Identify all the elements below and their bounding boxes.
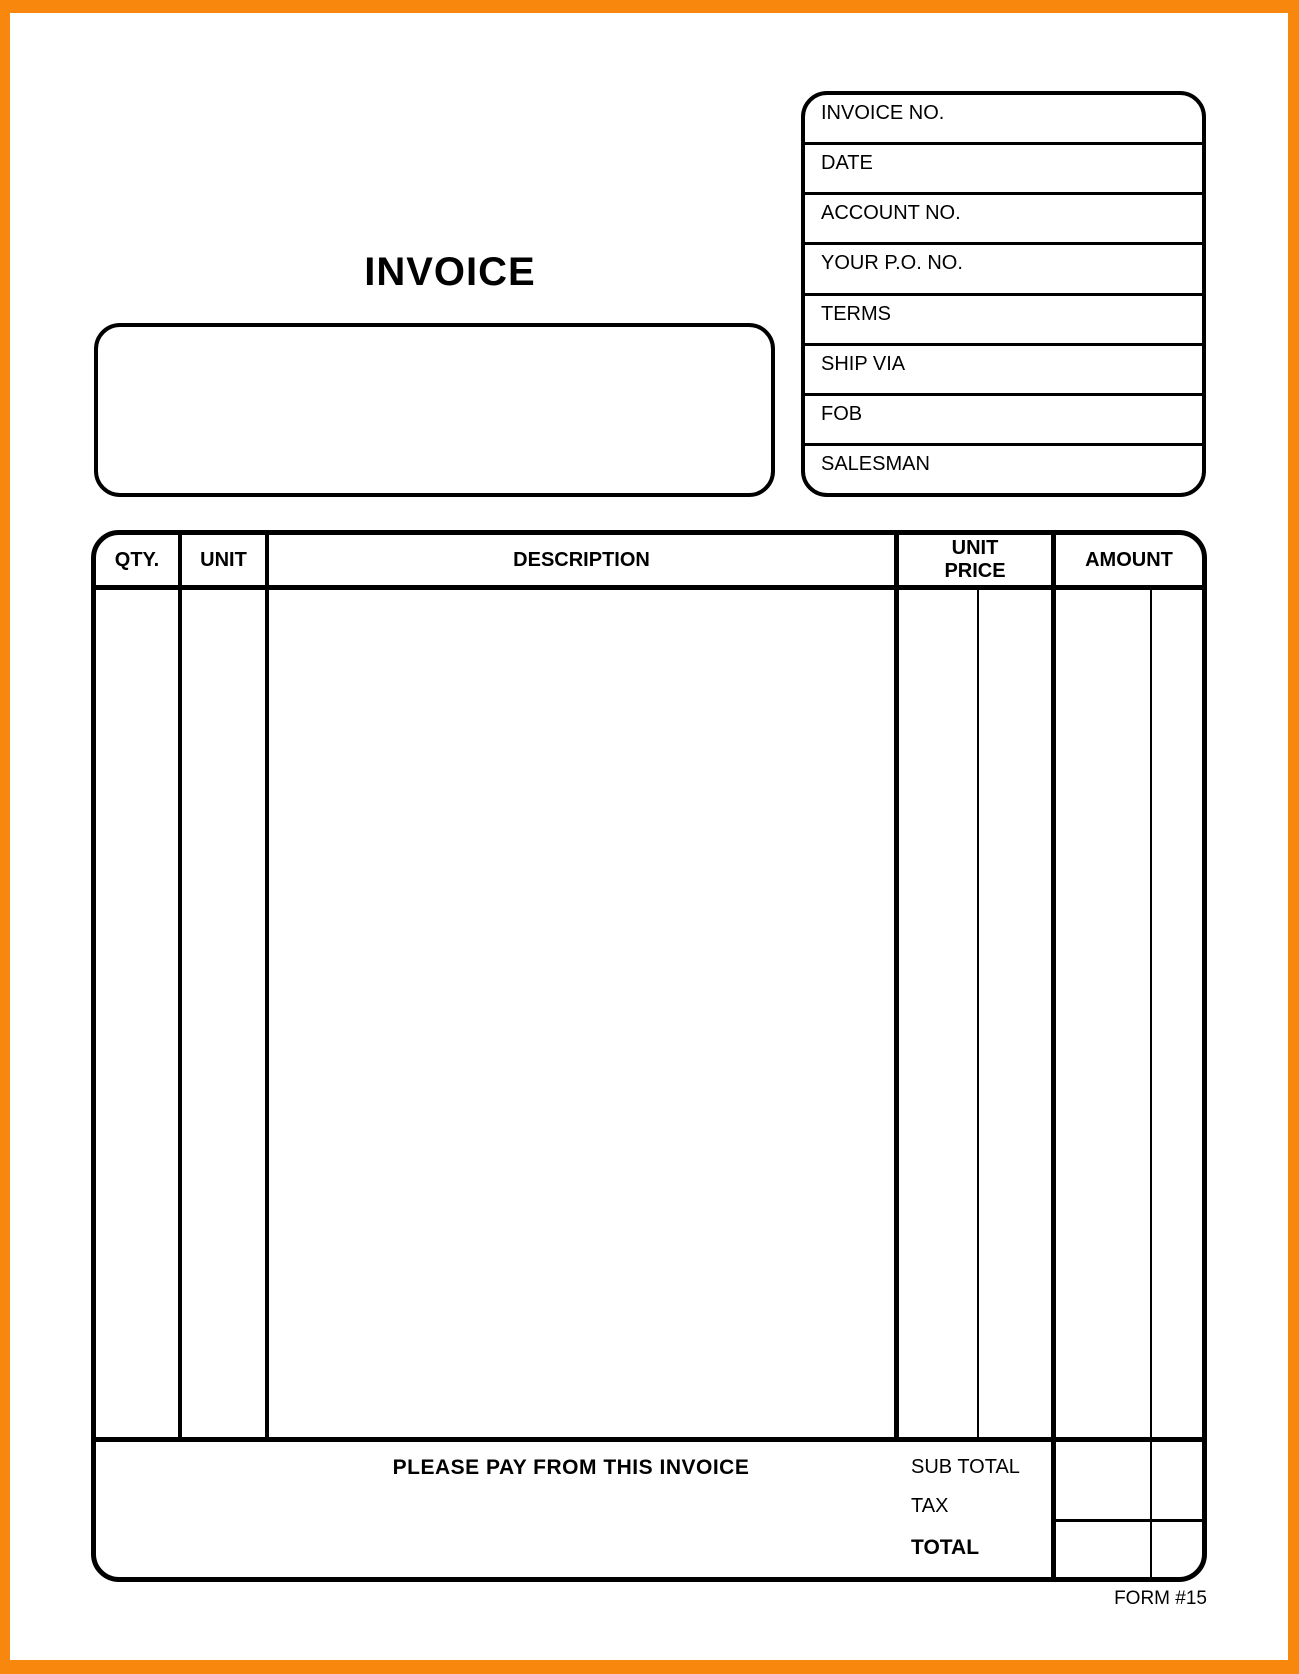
unit-column-header: UNIT [182,535,269,585]
meta-row-fob[interactable] [805,393,1202,443]
po-no-label: YOUR P.O. NO. [821,252,963,275]
page-title: INVOICE [364,250,536,294]
line-items-table [91,530,1207,1582]
sub-total-label: SUB TOTAL [911,1456,1020,1478]
line-items-header [96,535,1202,590]
total-label: TOTAL [911,1536,980,1559]
total-amount-cell[interactable] [1056,1522,1202,1577]
account-no-label: ACCOUNT NO. [821,202,961,225]
meta-row-po-no[interactable] [805,242,1202,292]
unit-entry-area[interactable] [182,590,269,1437]
meta-row-invoice-no[interactable] [805,95,1202,142]
subtotal-tax-amount-cell[interactable] [1056,1442,1202,1522]
pay-message: PLEASE PAY FROM THIS INVOICE [392,1456,750,1479]
amount-column-header: AMOUNT [1085,548,1173,571]
bill-to-address-box[interactable] [94,323,775,497]
meta-row-date[interactable] [805,142,1202,192]
unit-price-entry-area[interactable] [899,590,1056,1437]
invoice-no-label: INVOICE NO. [821,102,945,124]
description-column-header: DESCRIPTION [269,535,899,585]
qty-entry-area[interactable] [96,590,182,1437]
tax-label: TAX [911,1495,949,1517]
meta-row-salesman[interactable] [805,443,1202,493]
line-items-body [96,590,1202,1437]
meta-row-terms[interactable] [805,293,1202,343]
amount-entry-area[interactable] [1056,590,1202,1437]
totals-footer-left [96,1442,1056,1577]
totals-amount-column [1056,1442,1202,1577]
meta-row-account-no[interactable] [805,192,1202,242]
qty-column-header: QTY. [96,535,182,585]
fob-label: FOB [821,402,863,425]
terms-label: TERMS [821,302,891,325]
form-number: FORM #15 [1114,1588,1207,1609]
meta-row-ship-via[interactable] [805,343,1202,393]
totals-footer [96,1437,1202,1577]
unit-price-cents-divider [977,590,979,1437]
totals-cents-divider [1150,1442,1152,1577]
salesman-label: SALESMAN [821,452,930,475]
invoice-meta-box [801,91,1206,497]
unit-price-column-header: UNIT PRICE [899,535,1056,585]
date-label: DATE [821,152,873,175]
amount-cents-divider [1150,590,1152,1437]
description-entry-area[interactable] [269,590,899,1437]
ship-via-label: SHIP VIA [821,352,906,375]
